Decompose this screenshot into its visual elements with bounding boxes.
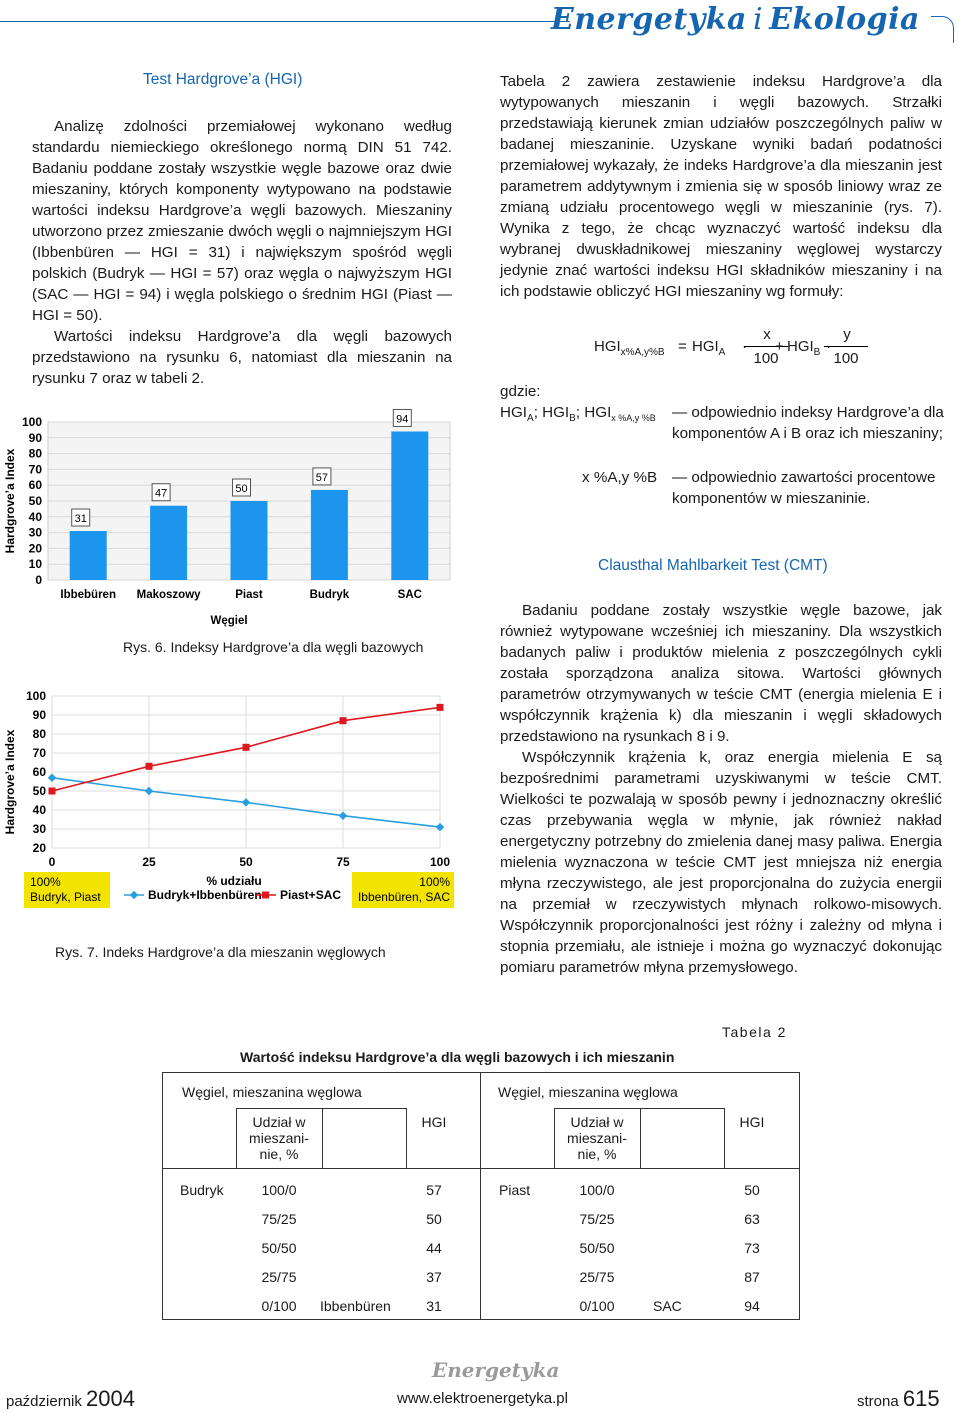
left-share-cell: 25/75 bbox=[261, 1269, 297, 1285]
y-tick-label: 20 bbox=[28, 541, 42, 556]
y-tick-label: 40 bbox=[32, 803, 46, 817]
right-paragraph-2: Badaniu poddane zostały wszystkie węgle bazowe, jak również wytypowane wcześniej ich mieszaniny. Dla wszystkich badanych paliw i produktów mielenia z poszczególnych cykli została sporządzona analiza sitowa. Wartości głównych parametrów otrzymywanych w teście CMT (energia mielenia E i współczynnik krążenia k) dla mieszanin i węgli składowych przedstawiono na rysunkach 8 i 9. bbox=[500, 602, 942, 745]
hgi-section-title: Test Hardgrove’a (HGI) bbox=[143, 71, 303, 88]
right-share-cell: 0/100 bbox=[579, 1298, 615, 1314]
bar bbox=[391, 431, 428, 580]
formula-num1: x bbox=[763, 326, 771, 343]
left-paragraph-1: Analizę zdolności przemiałowej wykonano według standardu niemieckiego określonego normą DIN 51 742. Badaniu poddane zostały wszystkie węgle bazowe oraz dwie mieszaniny, których komponenty wytypowano na podstawie wartości indeksu Hardgrove’a węgli bazowych. Mieszaniny utworzono przez zmieszanie dwóch węgli o najmniejszym HGI (Ibbenbüren — HGI = 31) i największym spośród węgli polskich (Budryk — HGI = 57) oraz węgla o najwyższym HGI (SAC — HGI = 94) i węgla polskiego o średnim HGI (Piast — HGI = 50). bbox=[32, 118, 452, 324]
left-hgi-cell: 50 bbox=[426, 1211, 442, 1227]
y-tick-label: 90 bbox=[28, 430, 42, 445]
formula-den2: 100 bbox=[833, 350, 859, 367]
formula-dot1: · bbox=[742, 338, 747, 355]
logo-brand-a: Energetyka bbox=[550, 2, 747, 37]
left-share-cell: 100/0 bbox=[261, 1182, 297, 1198]
right-paragraph-1: Tabela 2 zawiera zestawienie indeksu Hardgrove’a dla wytypowanych mieszanin i węgli bazowych. Strzałki przedstawiają kierunek zmian udziałów poszczególnych paliw w badanej mieszaninie. Uzyskane wyniki badań podatności przemiałowej wykazały, że indeks Hardgrove’a dla mieszanin jest parametrem addytywnym i zmienia się w sposób liniowy wraz ze zmianą udziału procentowego węgli w mieszaninie (rys. 7). Wynika z tego, że chcąc wyznaczyć wartość indeksu dla wybranej dwuskładnikowej mieszaniny węglowej wystarczy jedynie znać wartości indeksu HGI składników mieszaniny i na ich podstawie obliczyć HGI mieszaniny wg formuły: bbox=[500, 73, 942, 300]
cmt-section-title: Clausthal Mahlbarkeit Test (CMT) bbox=[598, 557, 828, 574]
y-tick-label: 70 bbox=[28, 462, 42, 477]
left-paragraph-2: Wartości indeksu Hardgrove’a dla węgli bazowych przedstawiono na rysunku 6, natomiast dla mieszanin na rysunku 7 oraz w tabeli 2. bbox=[32, 328, 452, 387]
legend-label: Budryk+Ibbenbüren bbox=[148, 888, 262, 902]
table-title: Wartość indeksu Hardgrove’a dla węgli bazowych i ich mieszanin bbox=[240, 1049, 675, 1065]
formula-dot2: · bbox=[826, 338, 831, 355]
left-share-cell: 75/25 bbox=[261, 1211, 297, 1227]
def1-c-sub: x %A,y %B bbox=[611, 413, 656, 424]
y-axis-label: Hardgrove’a Index bbox=[3, 729, 17, 835]
left-text bbox=[32, 116, 452, 389]
header-rule bbox=[0, 21, 570, 22]
left-box-line-1: 100% bbox=[30, 875, 61, 889]
gdzie-label: gdzie: bbox=[500, 383, 541, 400]
y-tick-label: 30 bbox=[32, 822, 46, 836]
def1-a-sub: A bbox=[527, 413, 534, 425]
right-text-2 bbox=[500, 600, 942, 978]
y-tick-label: 80 bbox=[32, 727, 46, 741]
formula-num2: y bbox=[843, 326, 851, 343]
right-bottom-coal: SAC bbox=[653, 1298, 682, 1314]
y-tick-label: 60 bbox=[32, 765, 46, 779]
def1-term: $HGI_A$; $HGI_B$; $HGI_{x \%A,y \%B}$ bbox=[500, 404, 656, 425]
right-hgi-cell: 73 bbox=[744, 1240, 760, 1256]
hgi-formula bbox=[594, 326, 894, 372]
formula-eq: = bbox=[678, 338, 687, 355]
x-axis-label: % udziału bbox=[206, 874, 262, 888]
logo-i: i bbox=[753, 2, 764, 37]
bar bbox=[231, 501, 268, 580]
y-tick-label: 40 bbox=[28, 509, 42, 524]
journal-logo bbox=[551, 2, 920, 37]
bar bbox=[311, 490, 348, 580]
footer-month: październik bbox=[6, 1393, 82, 1410]
y-tick-label: 50 bbox=[28, 494, 42, 508]
right-hgi-cell: 87 bbox=[744, 1269, 760, 1285]
line-chart-rys7 bbox=[0, 680, 465, 920]
share-header-l3: nie, % bbox=[577, 1146, 617, 1162]
left-share-cell: 50/50 bbox=[261, 1240, 297, 1256]
right-hgi-header: HGI bbox=[739, 1114, 765, 1130]
right-share-cell: 25/75 bbox=[579, 1269, 615, 1285]
x-tick-label: 25 bbox=[142, 855, 156, 869]
x-tick-label: 50 bbox=[239, 855, 253, 869]
bar-value-label: 57 bbox=[315, 471, 329, 484]
bar-value-label: 47 bbox=[154, 487, 168, 500]
right-share-header bbox=[554, 1114, 640, 1162]
def2-term: x %A,y %B bbox=[582, 469, 658, 486]
data-point bbox=[243, 744, 250, 751]
footer-page-number: 615 bbox=[902, 1386, 940, 1411]
right-box-line-1: 100% bbox=[419, 875, 450, 889]
footer-page bbox=[857, 1386, 940, 1412]
share-header-l3: nie, % bbox=[259, 1146, 299, 1162]
legend-marker bbox=[130, 891, 138, 899]
def1-c: HGI bbox=[584, 404, 612, 421]
def1-b-sub: B bbox=[569, 413, 576, 425]
footer-page-label: strona bbox=[857, 1393, 899, 1410]
right-group-header: Węgiel, mieszanina węglowa bbox=[498, 1084, 678, 1100]
formula-t2: HGI bbox=[787, 338, 814, 355]
right-paragraph-3: Współczynnik krążenia k, oraz energia mielenia E są bezpośrednimi parametrami uzyskiwanymi w teście CMT. Wielkości te pozwalają w sposób pewny i jednoznaczny określić czas przebywania węgla w młynie, jak również nakład energetyczny potrzebny do zmielenia danej masy paliwa. Energia mielenia wyznaczona w teście CMT jest mniejsza niż energia młyna rzeczywistego, ale jest proporcjonalna do zużycia energii na przemiał w rzeczywistych młynach rolkowo-misowych. Współczynnik proporcjonalności jest różny i zależny od młyna i stopnia przemiału, ale istnieje i można go wyznaczyć dokonując pomiaru parametrów młyna przemysłowego. bbox=[500, 749, 942, 976]
bar-value-label: 31 bbox=[74, 513, 87, 526]
left-box-line-2: Budryk, Piast bbox=[30, 890, 101, 904]
y-tick-label: 50 bbox=[32, 784, 46, 798]
formula-lhs: HGI bbox=[594, 338, 621, 355]
x-tick-label: Makoszowy bbox=[136, 589, 201, 601]
rys7-caption: Rys. 7. Indeks Hardgrove’a dla mieszanin węglowych bbox=[55, 944, 386, 960]
data-point bbox=[340, 717, 347, 724]
header-curve bbox=[931, 16, 954, 43]
right-hgi-cell: 63 bbox=[744, 1211, 760, 1227]
y-tick-label: 70 bbox=[32, 746, 46, 760]
bar bbox=[150, 506, 187, 580]
x-tick-label: 75 bbox=[336, 855, 350, 869]
hgi-table bbox=[162, 1072, 800, 1320]
legend-marker bbox=[262, 892, 269, 899]
y-tick-label: 60 bbox=[28, 478, 42, 493]
share-header-l2: mieszani- bbox=[567, 1130, 627, 1146]
x-tick-label: Ibbebüren bbox=[60, 589, 116, 601]
share-header-l2: mieszani- bbox=[249, 1130, 309, 1146]
right-box-line-2: Ibbenbüren, SAC bbox=[357, 890, 450, 904]
bar bbox=[70, 531, 107, 580]
y-tick-label: 10 bbox=[28, 557, 42, 572]
left-hgi-cell: 57 bbox=[426, 1182, 442, 1198]
def1-b: HGI bbox=[542, 404, 570, 421]
x-axis-label: Węgiel bbox=[210, 615, 248, 627]
formula-t1: HGI bbox=[692, 338, 719, 355]
right-share-cell: 50/50 bbox=[579, 1240, 615, 1256]
left-hgi-header: HGI bbox=[421, 1114, 447, 1130]
formula-t1-sub: A bbox=[718, 347, 726, 358]
y-tick-label: 100 bbox=[21, 415, 42, 429]
y-tick-label: 30 bbox=[28, 525, 42, 540]
y-tick-label: 0 bbox=[35, 573, 42, 587]
footer-year: 2004 bbox=[86, 1386, 135, 1411]
x-tick-label: Budryk bbox=[309, 589, 350, 601]
left-share-cell: 0/100 bbox=[261, 1298, 297, 1314]
footer-date bbox=[6, 1386, 135, 1412]
left-group-header: Węgiel, mieszanina węglowa bbox=[182, 1084, 362, 1100]
def1-a: HGI bbox=[500, 404, 528, 421]
formula-plus: + bbox=[775, 338, 784, 355]
right-top-coal: Piast bbox=[499, 1182, 531, 1198]
x-tick-label: 0 bbox=[48, 855, 56, 869]
left-hgi-cell: 31 bbox=[426, 1298, 442, 1314]
bar-value-label: 50 bbox=[235, 483, 248, 495]
right-hgi-cell: 50 bbox=[744, 1182, 760, 1198]
y-tick-label: 100 bbox=[25, 689, 46, 703]
rys6-caption: Rys. 6. Indeksy Hardgrove’a dla węgli bazowych bbox=[123, 639, 424, 655]
formula-lhs-sub: x%A,y%B bbox=[620, 347, 665, 358]
data-point bbox=[49, 788, 56, 795]
share-header-l1: Udział w bbox=[570, 1114, 624, 1130]
y-tick-label: 80 bbox=[28, 446, 42, 461]
left-hgi-cell: 37 bbox=[426, 1269, 442, 1285]
left-bottom-coal: Ibbenbüren bbox=[320, 1298, 391, 1314]
right-share-cell: 75/25 bbox=[579, 1211, 615, 1227]
formula-t2-sub: B bbox=[813, 347, 821, 358]
def1-text: — odpowiednio indeksy Hardgrove’a dla komponentów A i B oraz ich mieszaniny; bbox=[672, 404, 944, 442]
table-label: Tabela 2 bbox=[722, 1024, 787, 1040]
x-tick-label: SAC bbox=[397, 589, 422, 601]
bar-chart-rys6 bbox=[0, 408, 460, 636]
legend-label: Piast+SAC bbox=[280, 888, 342, 902]
footer-url[interactable]: www.elektroenergetyka.pl bbox=[397, 1390, 568, 1407]
left-hgi-cell: 44 bbox=[426, 1240, 442, 1256]
formula-den1: 100 bbox=[753, 350, 779, 367]
right-hgi-cell: 94 bbox=[744, 1298, 760, 1314]
footer-logo: Energetyka bbox=[432, 1358, 560, 1382]
logo-brand-b: Ekologia bbox=[769, 2, 920, 37]
bar-value-label: 94 bbox=[396, 413, 409, 426]
x-tick-label: 100 bbox=[429, 855, 451, 869]
left-share-header bbox=[236, 1114, 322, 1162]
y-axis-label: Hardgrove’a Index bbox=[3, 448, 17, 554]
x-tick-label: Piast bbox=[235, 589, 263, 601]
data-point bbox=[437, 704, 444, 711]
left-top-coal: Budryk bbox=[180, 1182, 224, 1198]
right-share-cell: 100/0 bbox=[579, 1182, 615, 1198]
y-tick-label: 90 bbox=[32, 708, 46, 722]
y-tick-label: 20 bbox=[32, 841, 46, 855]
def2-text: — odpowiednio zawartości procentowe komponentów w mieszaninie. bbox=[672, 469, 936, 507]
data-point bbox=[146, 763, 153, 770]
share-header-l1: Udział w bbox=[252, 1114, 306, 1130]
